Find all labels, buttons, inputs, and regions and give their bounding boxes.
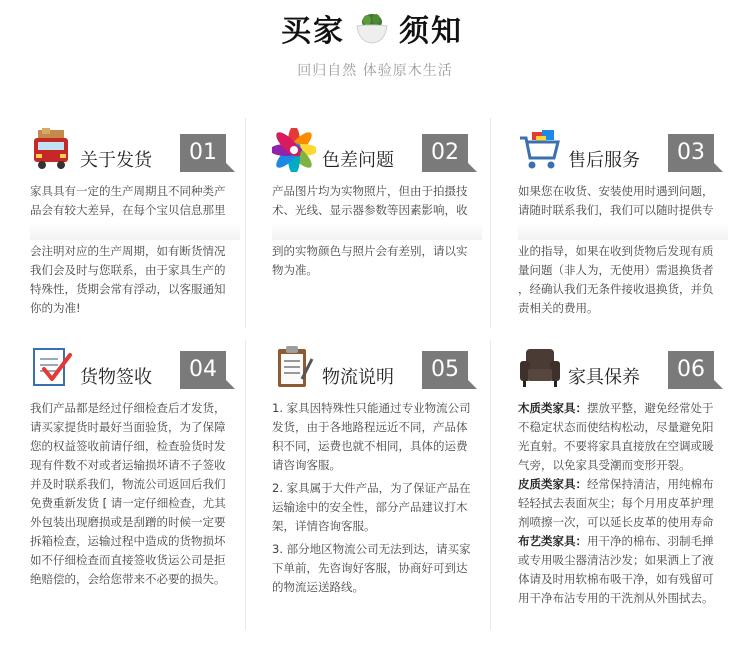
text-line: 运输途中的安全性，部分产品建议打木 [272,500,468,514]
card-body [518,399,728,608]
text-line: 物为准。 [272,263,318,277]
text-line: 2. 家具属于大件产品，为了保证产品在 [272,481,471,495]
card-title: 家具保养 [568,367,640,388]
text-line: 术、光线、显示器参数等因素影响，收 [272,203,468,217]
fold-gap [30,222,240,240]
text-line: 不稳定状态而使结构松动，尽量避免阳 [518,420,714,434]
text-line: 产品图片均为实物照片，但由于拍摄技 [272,184,468,198]
card-receipt [30,345,250,625]
card-after-sales [518,128,738,328]
text-line: ，经确认我们无条件接收退换货，并负 [518,282,714,296]
card-title: 货物签收 [80,367,152,388]
text-line: 或专用吸尘器清洁沙发；如果洒上了液 [518,553,714,567]
text-line [518,532,728,551]
text-line: 经常保持清洁，用纯棉布 [587,477,714,491]
text-line: 1. 家具因特殊性只能通过专业物流公司 [272,401,471,415]
color-wheel-icon [272,128,316,172]
text-line: 剂喷擦一次，可以延长皮革的使用寿命 [518,515,714,529]
item-label: 木质类家具： [518,401,587,415]
text-line: 外包装出现磨损或是刮蹭的时候一定要 [30,515,226,529]
text-line: 特殊性，货期会常有浮动，以客服通知 [30,282,226,296]
text-line: 发货，由于各地路程远近不同，产品体 [272,420,468,434]
page-title [272,8,472,48]
card-number: 04 [180,351,226,389]
text-line: 拆箱检查，运输过程中造成的货物损坏 [30,534,226,548]
text-line: 绝赔偿的，会给您带来不必要的损失。 [30,572,226,586]
text-line: 并及时联系我们，物流公司返回后我们 [30,477,226,491]
text-line: 请买家提货时最好当面验货，为了保障 [30,420,226,434]
text-line: 架，详情咨询客服。 [272,519,376,533]
truck-icon [30,128,74,172]
card-number: 05 [422,351,468,389]
text-line: 的物流运送路线。 [272,580,364,594]
card-body [518,182,728,318]
text-line: 轻轻拭去表面灰尘；每个月用皮革护理 [518,496,714,510]
text-line: 会注明对应的生产周期，如有断货情况 [30,244,226,258]
text-line: 光直射。不要将家具直接放在空调或暖 [518,439,714,453]
card-number: 01 [180,134,226,172]
text-line: 气旁，以免家具受潮而变形开裂。 [518,458,691,472]
card-shipping [30,128,250,328]
text-line: 摆放平整，避免经常处于 [587,401,714,415]
text-line: 请咨询客服。 [272,458,341,472]
text-line: 业的指导，如果在收到货物后发现有质 [518,244,714,258]
card-title: 售后服务 [568,150,640,171]
page-subtitle: 回归自然 体验原木生活 [297,63,453,79]
card-logistics [272,345,492,625]
fold-gap [518,222,728,240]
text-line: 积不同，运费也就不相同，具体的运费 [272,439,468,453]
text-line: 免费重新发货 [ 请一定仔细检查，尤其 [30,496,226,510]
card-number: 06 [668,351,714,389]
header [0,0,750,90]
text-line: 责相关的费用。 [518,301,599,315]
text-line: 如果您在收货、安装使用时遇到问题， [518,184,714,198]
text-line: 请随时联系我们，我们可以随时提供专 [518,203,714,217]
checklist-icon [30,345,74,389]
text-line [518,475,728,494]
cart-icon [518,128,562,172]
armchair-icon [518,345,562,389]
text-line: 体请及时用软棉布吸干净，如有残留可 [518,572,714,586]
text-line: 家具具有一定的生产周期且不同种类产 [30,184,226,198]
card-body [272,182,482,280]
card-maintenance [518,345,738,635]
text-line: 我们产品都是经过仔细检查后才发货， [30,401,226,415]
text-line: 用干净布沾专用的干洗剂从外围拭去。 [518,591,714,605]
card-title: 色差问题 [322,150,394,171]
card-title: 关于发货 [80,150,152,171]
text-line: 3. 部分地区物流公司无法到达，请买家 [272,542,471,556]
text-line: 您的权益签收前请仔细，检查验货时发 [30,439,226,453]
title-right: 须知 [399,14,463,49]
clipboard-icon [272,345,316,389]
text-line: 到的实物颜色与照片会有差别，请以实 [272,244,468,258]
card-number: 03 [668,134,714,172]
item-label: 布艺类家具： [518,534,587,548]
card-title: 物流说明 [322,367,394,388]
text-line: 用干净的棉布、羽制毛掸 [587,534,714,548]
text-line: 你的为准! [30,301,81,315]
card-color-difference [272,128,492,328]
card-body [272,399,482,597]
plant-pot-icon [353,12,391,44]
card-body [30,399,240,589]
text-line: 下单前，先咨询好客服，协商好可到达 [272,561,468,575]
text-line: 量问题（非人为，无使用）需退换货者 [518,263,714,277]
title-left: 买家 [281,14,345,49]
card-number: 02 [422,134,468,172]
text-line: 现有件数不对或者运输损坏请不子签收 [30,458,226,472]
item-label: 皮质类家具： [518,477,587,491]
fold-gap [272,222,482,240]
text-line: 如不仔细检查而直接签收货运公司是拒 [30,553,226,567]
text-line: 品会有较大差异，在每个宝贝信息那里 [30,203,226,217]
card-body [30,182,240,318]
text-line: 我们会及时与您联系，由于家具生产的 [30,263,226,277]
text-line [518,399,728,418]
